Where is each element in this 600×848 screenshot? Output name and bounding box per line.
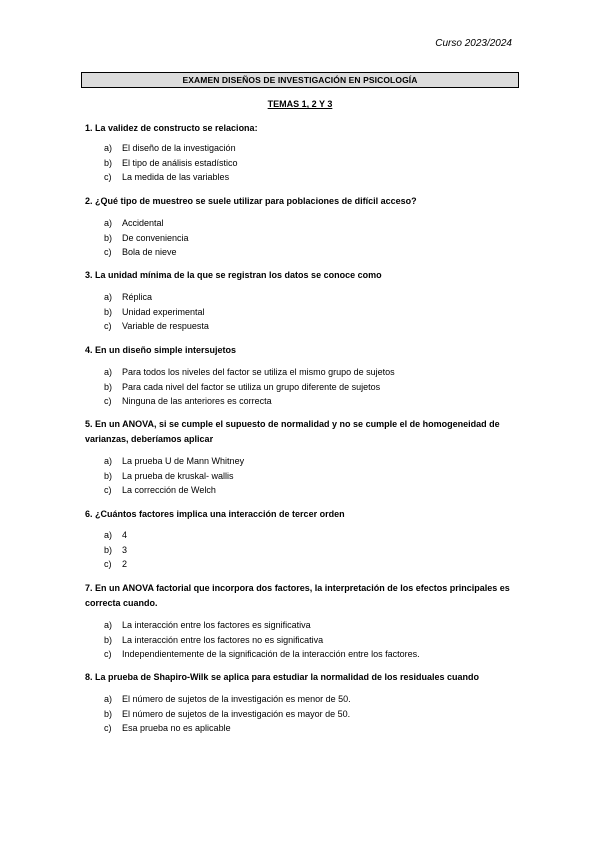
option-letter: a) bbox=[104, 694, 113, 704]
option-text: El número de sujetos de la investigación es mayor de 50. bbox=[122, 708, 351, 719]
exam-title-box bbox=[81, 72, 519, 88]
option-text: La interacción entre los factores no es significativa bbox=[122, 634, 324, 645]
option-text: 4 bbox=[122, 530, 128, 540]
option bbox=[104, 365, 504, 380]
option-letter: c) bbox=[104, 485, 112, 496]
question-2-options bbox=[104, 216, 504, 260]
option bbox=[104, 231, 504, 246]
option-text: La prueba U de Mann Whitney bbox=[122, 456, 245, 466]
option-text: La interacción entre los factores es significativa bbox=[122, 620, 311, 630]
option-letter: c) bbox=[104, 396, 112, 407]
option-text: Accidental bbox=[122, 218, 164, 228]
option-text: La prueba de kruskal- wallis bbox=[122, 470, 234, 481]
option bbox=[104, 618, 504, 633]
option-letter: a) bbox=[104, 292, 113, 302]
option bbox=[104, 528, 504, 543]
question-1: 1. La validez de constructo se relaciona: bbox=[85, 123, 258, 133]
option bbox=[104, 543, 504, 558]
option-letter: a) bbox=[104, 143, 113, 153]
option-text: Variable de respuesta bbox=[122, 321, 209, 332]
option-letter: b) bbox=[104, 634, 113, 645]
option-text: La medida de las variables bbox=[122, 172, 230, 183]
option-letter: b) bbox=[104, 544, 113, 555]
option-letter: a) bbox=[104, 530, 113, 540]
question-3: 3. La unidad mínima de la que se registran los datos se conoce como bbox=[85, 270, 382, 280]
option bbox=[104, 633, 504, 648]
question-4: 4. En un diseño simple intersujetos bbox=[85, 345, 237, 355]
course-year: Curso 2023/2024 bbox=[435, 38, 512, 49]
option-letter: b) bbox=[104, 232, 113, 243]
option bbox=[104, 483, 504, 498]
option-text: El diseño de la investigación bbox=[122, 143, 236, 153]
question-6: 6. ¿Cuántos factores implica una interacción de tercer orden bbox=[85, 509, 345, 519]
question-7: 7. En un ANOVA factorial que incorpora dos factores, la interpretación de los efectos principales es correcta cuando. bbox=[85, 583, 510, 608]
option bbox=[104, 380, 504, 395]
option bbox=[104, 721, 504, 736]
topics-heading: TEMAS 1, 2 Y 3 bbox=[267, 99, 333, 109]
question-8-options bbox=[104, 692, 504, 736]
option-letter: c) bbox=[104, 321, 112, 332]
option-letter: a) bbox=[104, 620, 113, 630]
question-5-options bbox=[104, 454, 504, 498]
option bbox=[104, 216, 504, 231]
option bbox=[104, 647, 504, 662]
option-text: Independientemente de la significación de la interacción entre los factores. bbox=[122, 649, 420, 660]
option-letter: c) bbox=[104, 172, 112, 183]
option-letter: a) bbox=[104, 456, 113, 466]
option-letter: b) bbox=[104, 708, 113, 719]
question-7-options bbox=[104, 618, 504, 662]
option-letter: a) bbox=[104, 367, 113, 377]
option-letter: c) bbox=[104, 247, 112, 258]
question-3-options bbox=[104, 290, 504, 334]
option-text: De conveniencia bbox=[122, 232, 189, 243]
option-text: El número de sujetos de la investigación es menor de 50. bbox=[122, 694, 351, 704]
option-text: Unidad experimental bbox=[122, 306, 205, 317]
option bbox=[104, 305, 504, 320]
option-letter: c) bbox=[104, 723, 112, 734]
exam-title: EXAMEN DISEÑOS DE INVESTIGACIÓN EN PSICOLOGÍA bbox=[182, 75, 418, 85]
question-8: 8. La prueba de Shapiro-Wilk se aplica para estudiar la normalidad de los residuales cuando bbox=[85, 672, 480, 682]
option-text: Ninguna de las anteriores es correcta bbox=[122, 396, 272, 407]
option-letter: b) bbox=[104, 306, 113, 317]
question-4-options bbox=[104, 365, 504, 409]
option-text: La corrección de Welch bbox=[122, 485, 216, 496]
option-text: El tipo de análisis estadístico bbox=[122, 157, 238, 168]
option bbox=[104, 394, 504, 409]
question-6-options bbox=[104, 528, 504, 572]
option bbox=[104, 454, 504, 469]
option bbox=[104, 319, 504, 334]
option bbox=[104, 707, 504, 722]
option bbox=[104, 469, 504, 484]
option-letter: a) bbox=[104, 218, 113, 228]
option bbox=[104, 290, 504, 305]
option bbox=[104, 245, 504, 260]
option-text: 3 bbox=[122, 544, 128, 555]
option-letter: b) bbox=[104, 381, 113, 392]
option-letter: c) bbox=[104, 559, 112, 570]
question-5: 5. En un ANOVA, si se cumple el supuesto de normalidad y no se cumple el de homogeneidad de varianzas, deberíamos aplicar bbox=[85, 419, 500, 444]
option bbox=[104, 170, 504, 185]
option-text: Réplica bbox=[122, 292, 153, 302]
option-text: Bola de nieve bbox=[122, 247, 177, 258]
question-1-options bbox=[104, 141, 504, 185]
option-letter: b) bbox=[104, 157, 113, 168]
option-text: Esa prueba no es aplicable bbox=[122, 723, 231, 734]
option bbox=[104, 141, 504, 156]
option bbox=[104, 692, 504, 707]
option bbox=[104, 156, 504, 171]
option-text: Para cada nivel del factor se utiliza un grupo diferente de sujetos bbox=[122, 381, 381, 392]
option-text: Para todos los niveles del factor se utiliza el mismo grupo de sujetos bbox=[122, 367, 395, 377]
question-2: 2. ¿Qué tipo de muestreo se suele utilizar para poblaciones de difícil acceso? bbox=[85, 196, 417, 206]
option-letter: b) bbox=[104, 470, 113, 481]
option-letter: c) bbox=[104, 649, 112, 660]
option-text: 2 bbox=[122, 559, 128, 570]
option bbox=[104, 557, 504, 572]
